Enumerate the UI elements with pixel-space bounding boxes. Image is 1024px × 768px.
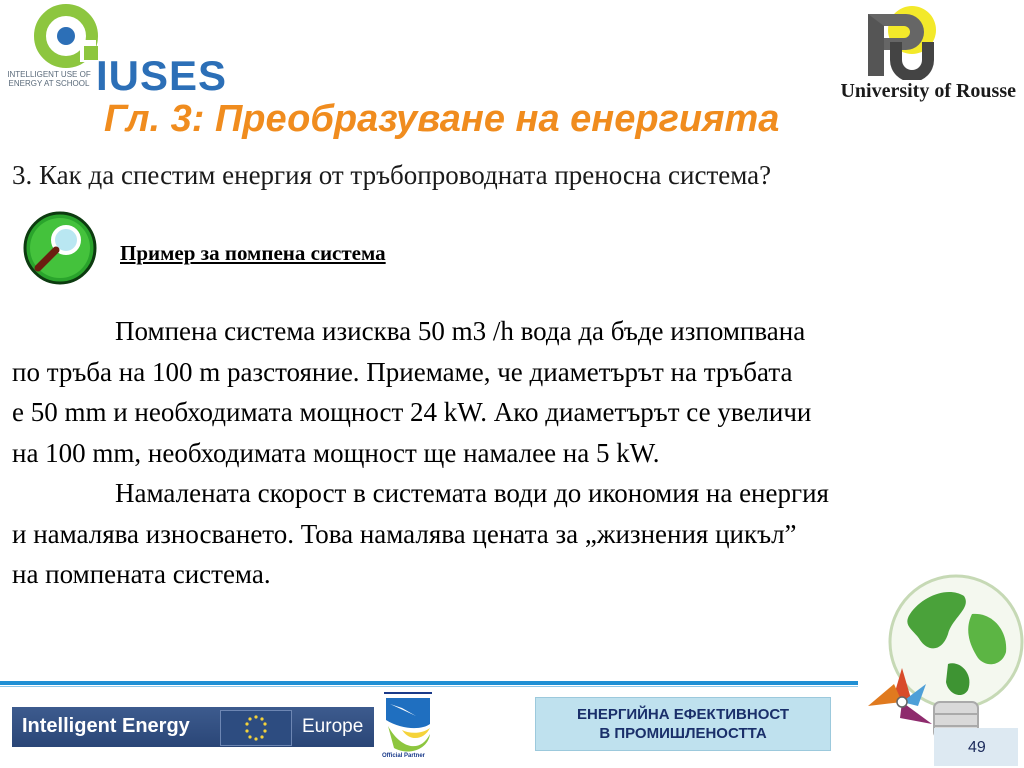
- university-name: University of Rousse: [840, 80, 1016, 102]
- iuses-wordmark: IUSES: [96, 52, 228, 99]
- topic-box: [535, 697, 831, 751]
- body-line: на помпената система.: [12, 559, 271, 589]
- body-line: по тръба на 100 m разстояние. Приемаме, че диаметърът на тръбата: [12, 356, 793, 387]
- magnifier-icon: [22, 210, 98, 286]
- ie-left-text: Intelligent Energy: [22, 715, 190, 737]
- topic-line-1: ЕНЕРГИЙНА ЕФЕКТИВНОСТ: [577, 706, 789, 723]
- body-line: е 50 mm и необходимата мощност 24 kW. Ако диаметърът се увеличи: [12, 397, 812, 427]
- body-line: Намалената скорост в системата води до икономия на енергия: [115, 478, 829, 508]
- ie-right-text: Europe: [302, 716, 364, 737]
- iuses-tagline: INTELLIGENT USE OF ENERGY AT SCHOOL: [7, 70, 91, 88]
- eu-flag-icon: [220, 710, 292, 746]
- example-heading: Пример за помпена система: [120, 241, 386, 265]
- university-rousse-logo-icon: [860, 2, 940, 80]
- slide-title: Гл. 3: Преобразуване на енергията: [104, 98, 780, 140]
- page-number: 49: [968, 739, 986, 756]
- body-line: и намалява износването. Това намалява цената за „жизнения цикъл”: [12, 518, 797, 549]
- body-line: на 100 mm, необходимата мощност ще намалее на 5 kW.: [12, 437, 660, 468]
- intelligent-energy-banner: [12, 707, 374, 747]
- footer-rule-thin: [0, 686, 858, 687]
- slide-subtitle: 3. Как да спестим енергия от тръбопроводната преносна система?: [12, 160, 772, 190]
- official-partner-label: Official Partner: [382, 753, 426, 759]
- topic-line-2: В ПРОМИШЛЕНОСТТА: [599, 725, 767, 742]
- footer-rule: [0, 681, 858, 685]
- body-paragraph-1: [12, 311, 1022, 473]
- body-line: Помпена система изисква 50 m3 /h вода да бъде изпомпвана: [115, 316, 806, 346]
